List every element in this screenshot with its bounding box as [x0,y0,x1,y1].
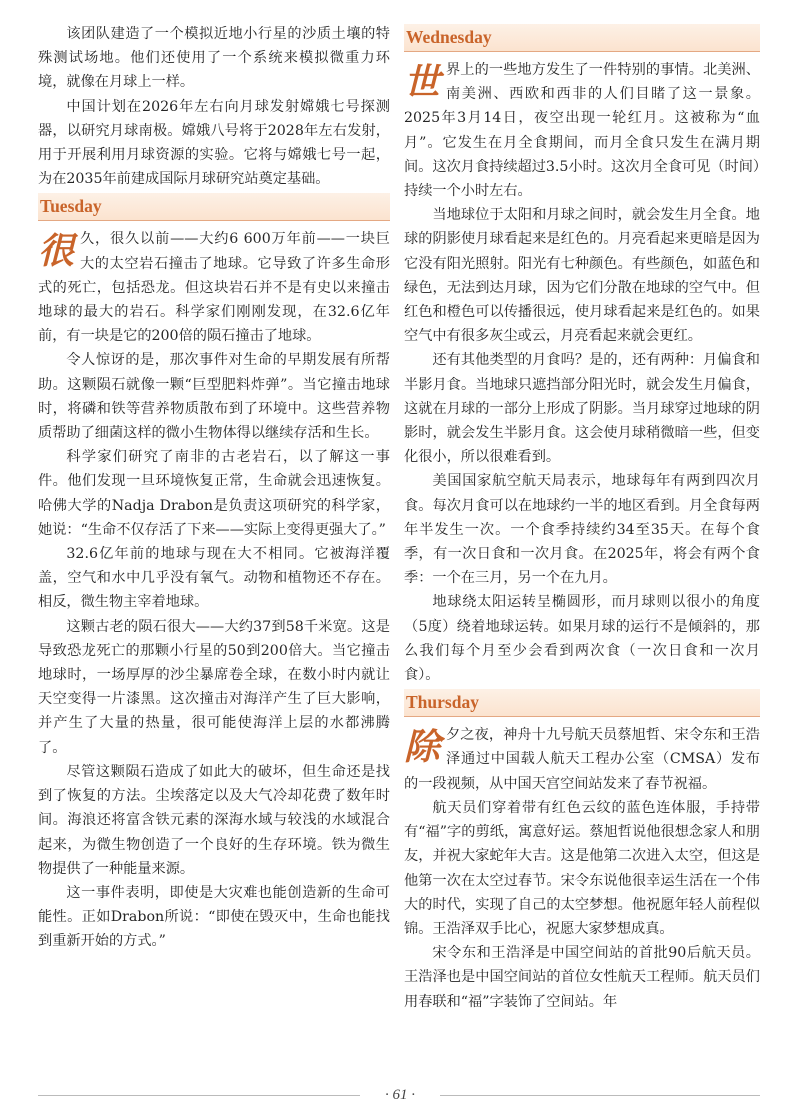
wednesday-paragraph: 还有其他类型的月食吗？是的，还有两种：月偏食和半影月食。当地球只遮挡部分阳光时，就会发生月偏食，这就在月球的一部分上形成了阴影。当月球穿过地球的阴影时，就会发生半影月食。这会使月球稍微暗一些，但变化很小，所以很难看到。 [404,352,760,466]
left-column [38,22,390,954]
thursday-dropcap: 除 [404,726,441,769]
right-column [404,22,760,1014]
thursday-lead-text: 夕之夜，神舟十九号航天员蔡旭哲、宋令东和王浩泽通过中国载人航天工程办公室（CMSA）发布的一段视频，从中国天宫空间站发来了春节祝福。 [404,727,760,792]
wednesday-lead-paragraph [404,58,760,203]
wednesday-paragraph: 美国国家航空航天局表示，地球每年有两到四次月食。每次月食可以在地球约一半的地区看到。月全食每两年半发生一次。一个食季持续约34至35天。在每个食季，有一次日食和一次月食。在2025年，将会有两个食季：一个在三月，另一个在九月。 [404,473,760,587]
thursday-heading: Thursday [404,689,760,717]
page-number: · 61 · [385,1087,415,1103]
wednesday-paragraph: 地球绕太阳运转呈椭圆形，而月球则以很小的角度（5度）绕着地球运转。如果月球的运行不是倾斜的，那么我们每个月至少会看到两次食（一次日食和一次月食）。 [404,594,760,684]
wednesday-dropcap: 世 [404,61,441,103]
wednesday-paragraph: 当地球位于太阳和月球之间时，就会发生月全食。地球的阴影使月球看起来是红色的。月亮看起来更暗是因为它没有阳光照射。阳光有七种颜色。有些颜色，如蓝色和绿色，无法到达月球，因为它们分散在地球的空气中。但红色和橙色可以传播很远，使月球看起来是红色的。如果空气中有很多灰尘或云，月亮看起来就会更红。 [404,207,760,345]
tuesday-paragraph: 令人惊讶的是，那次事件对生命的早期发展有所帮助。这颗陨石就像一颗“巨型肥料炸弹”。当它撞击地球时，将磷和铁等营养物质散布到了环境中。这些营养物质帮助了细菌这样的微小生物体得以继续存活和生长。 [38,352,390,442]
tuesday-lead-paragraph [38,227,390,348]
wednesday-heading: Wednesday [404,24,760,52]
tuesday-paragraph: 科学家们研究了南非的古老岩石，以了解这一事件。他们发现一旦环境恢复正常，生命就会迅速恢复。哈佛大学的Nadja Drabon是负责这项研究的科学家，她说：“生命不仅存活了下来——实际上变得更强大了。” [38,449,390,538]
tuesday-dropcap: 很 [38,230,75,273]
tuesday-lead-text: 久，很久以前——大约6 600万年前——一块巨大的太空岩石撞击了地球。它导致了许多生命形式的死亡，包括恐龙。但这块岩石并不是有史以来撞击地球的最大的岩石。科学家们刚刚发现，在32.6亿年前，有一块是它的200倍的陨石撞击了地球。 [38,231,390,345]
tuesday-paragraph: 32.6亿年前的地球与现在大不相同。它被海洋覆盖，空气和水中几乎没有氧气。动物和植物还不存在。相反，微生物主宰着地球。 [38,546,390,611]
tuesday-paragraph: 这一事件表明，即使是大灾难也能创造新的生命可能性。正如Drabon所说：“即使在毁灭中，生命也能找到重新开始的方式。” [38,884,390,950]
tuesday-paragraph: 这颗古老的陨石很大——大约37到58千米宽。这是导致恐龙死亡的那颗小行星的50到200倍大。当它撞击地球时，一场厚厚的沙尘暴席卷全球，在数小时内就让天空变得一片漆黑。这次撞击对海洋产生了巨大影响，并产生了大量的热量，很可能使海洋上层的水都沸腾了。 [38,618,390,756]
thursday-lead-paragraph [404,723,760,796]
thursday-paragraph: 宋令东和王浩泽是中国空间站的首批90后航天员。王浩泽也是中国空间站的首位女性航天工程师。航天员们用春联和“福”字装饰了空间站。年 [404,945,760,1010]
intro-paragraph: 该团队建造了一个模拟近地小行星的沙质土壤的特殊测试场地。他们还使用了一个系统来模拟微重力环境，就像在月球上一样。 [38,26,390,91]
wednesday-lead-text: 界上的一些地方发生了一件特别的事情。北美洲、南美洲、西欧和西非的人们目睹了这一景象。2025年3月14日，夜空出现一轮红月。这被称为“血月”。它发生在月全食期间，而月全食只发生在满月期间。这次月食持续超过3.5小时。这次月全食可见（时间）持续一个小时左右。 [404,62,760,200]
intro-paragraph: 中国计划在2026年左右向月球发射嫦娥七号探测器，以研究月球南极。嫦娥八号将于2028年左右发射，用于开展利用月球资源的实验。它将与嫦娥七号一起，为在2035年前建成国际月球研究站奠定基础。 [38,98,390,188]
tuesday-paragraph: 尽管这颗陨石造成了如此大的破坏，但生命还是找到了恢复的方法。尘埃落定以及大气冷却花费了数年时间。海浪还将富含铁元素的深海水域与较浅的水域混合起来，为微生物创造了一个良好的生存环境。铁为微生物提供了一种能量来源。 [38,763,390,877]
tuesday-heading: Tuesday [38,193,390,221]
thursday-paragraph: 航天员们穿着带有红色云纹的蓝色连体服，手持带有“福”字的剪纸，寓意好运。蔡旭哲说他很想念家人和朋友，并祝大家蛇年大吉。这是他第二次进入太空，但这是他第一次在太空过春节。宋令东说他很幸运生活在一个伟大的时代，实现了自己的太空梦想。他祝愿年轻人前程似锦。王浩泽双手比心，祝愿大家梦想成真。 [404,799,760,937]
